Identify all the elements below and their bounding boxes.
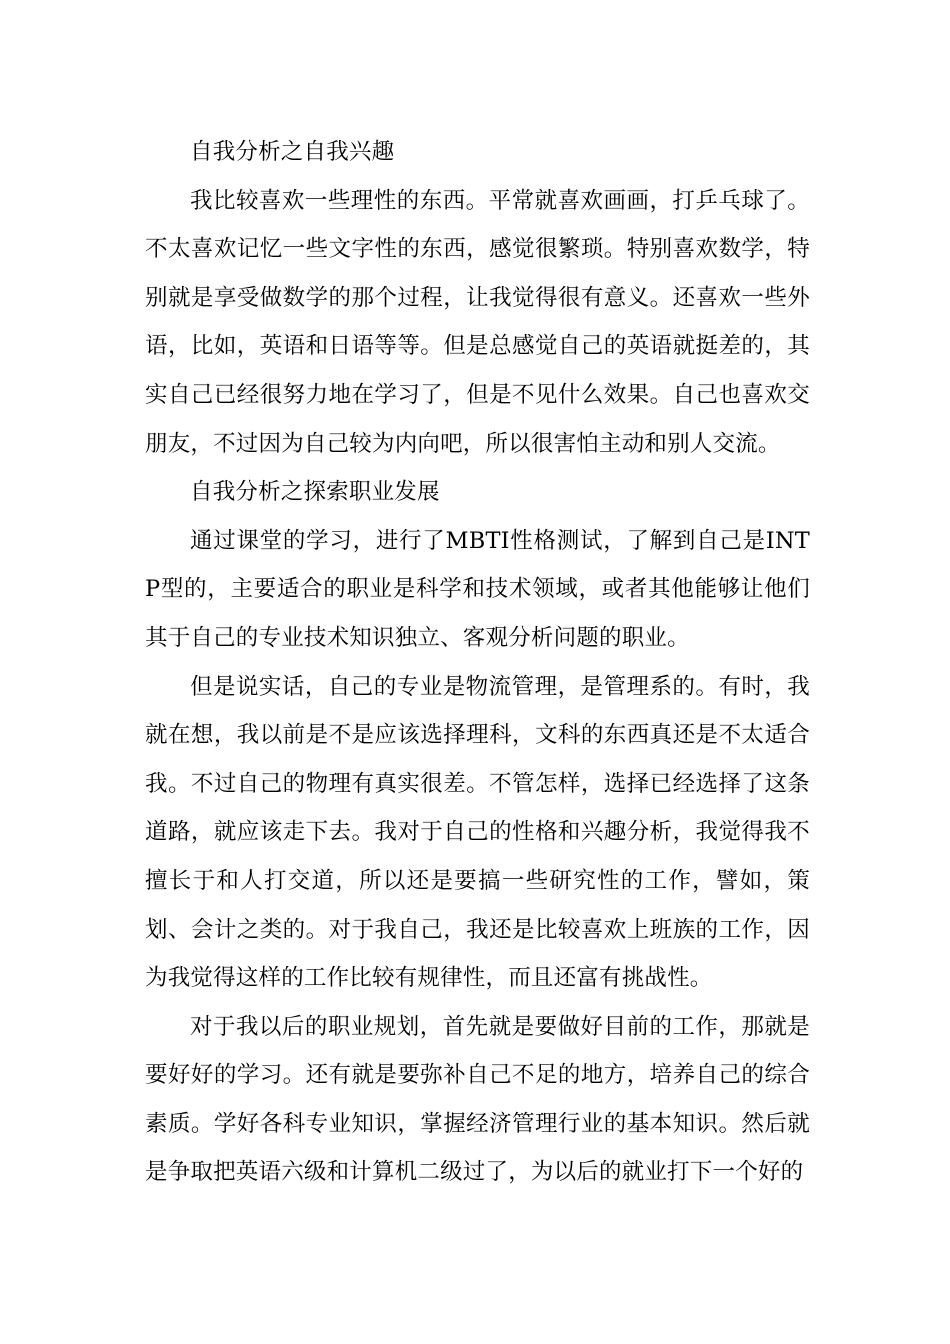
paragraph-career-plan: 对于我以后的职业规划，首先就是要做好目前的工作，那就是要好好的学习。还有就是要弥补自己不足的地方，培养自己的综合素质。学好各科专业知识，掌握经济管理行业的基本知识。然后就是争取把英语六级和计算机二级过了，为以后的就业打下一个好的 bbox=[145, 1013, 810, 1186]
document-body bbox=[145, 128, 810, 1197]
paragraph-major: 但是说实话，自己的专业是物流管理，是管理系的。有时，我就在想，我以前是不是应该选择理科，文科的东西真还是不太适合我。不过自己的物理有真实很差。不管怎样，选择已经选择了这条道路，就应该走下去。我对于自己的性格和兴趣分析，我觉得我不擅长于和人打交道，所以还是要搞一些研究性的工作，譬如，策划、会计之类的。对于我自己，我还是比较喜欢上班族的工作，因为我觉得这样的工作比较有规律性，而且还富有挑战性。 bbox=[145, 673, 810, 992]
section-heading-career: 自我分析之探索职业发展 bbox=[190, 479, 440, 506]
section-heading-interests: 自我分析之自我兴趣 bbox=[190, 139, 395, 165]
paragraph-mbti: 通过课堂的学习，进行了MBTI性格测试，了解到自己是INTP型的，主要适合的职业是科学和技术领域，或者其他能够让他们其于自己的专业技术知识独立、客观分析问题的职业。 bbox=[145, 527, 810, 651]
paragraph-interests: 我比较喜欢一些理性的东西。平常就喜欢画画，打乒乓球了。不太喜欢记忆一些文字性的东西，感觉很繁琐。特别喜欢数学，特别就是享受做数学的那个过程，让我觉得很有意义。还喜欢一些外语，比如，英语和日语等等。但是总感觉自己的英语就挺差的，其实自己已经很努力地在学习了，但是不见什么效果。自己也喜欢交朋友，不过因为自己较为内向吧，所以很害怕主动和别人交流。 bbox=[145, 187, 810, 457]
